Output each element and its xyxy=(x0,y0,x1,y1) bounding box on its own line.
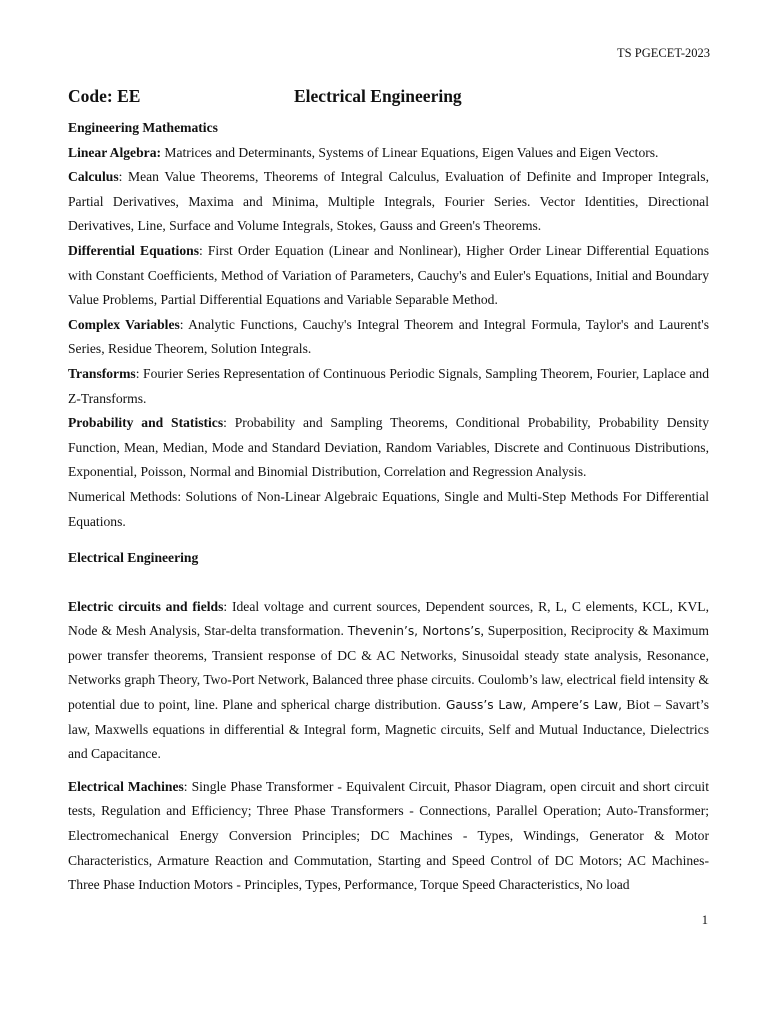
subject-code: Code: EE xyxy=(68,86,141,106)
spacer xyxy=(68,767,709,775)
topic-label: Calculus xyxy=(68,169,119,185)
syllabus-content xyxy=(68,116,709,898)
topic-text-laws: . Gauss’s Law, Ampere’s Law, xyxy=(437,698,623,713)
topic-text: : Probability and Sampling Theorems, Conditional Probability, Probability Density Function, Mean, Median, Mode and Standard Deviation, Random Variables, Discrete and Continuous Distributions, Exponential, Poisson, Normal and Binomial Distribution, Correlation and Regression Analysis. xyxy=(68,415,710,480)
topic-transforms xyxy=(68,362,709,411)
page-number: 1 xyxy=(701,913,708,927)
topic-calculus xyxy=(68,165,709,239)
topic-linear-algebra xyxy=(68,141,709,166)
section-heading-ee: Electrical Engineering xyxy=(68,550,199,566)
section-heading-math: Engineering Mathematics xyxy=(68,120,218,135)
subject-title: Electrical Engineering xyxy=(294,86,462,106)
exam-header: TS PGECET-2023 xyxy=(617,46,710,60)
topic-text: : Analytic Functions, Cauchy's Integral Theorem and Integral Formula, Taylor's and Laurent's Series, Residue Theorem, Solution Integrals. xyxy=(68,316,709,357)
topic-probability xyxy=(68,411,709,485)
topic-text-theorems: Thevenin’s, Nortons’s xyxy=(347,624,481,639)
topic-label: Transforms xyxy=(68,365,136,381)
topic-text: Biot – Savart’s law, Maxwells equations in differential & Integral form, Magnetic circuits, Self and Mutual Inductance, Dielectrics and Capacitance. xyxy=(68,697,709,762)
topic-label: Electrical Machines xyxy=(68,778,184,794)
topic-text: : First Order Equation (Linear and Nonlinear), Higher Order Linear Differential Equations with Constant Coefficients, Method of Variation of Parameters, Cauchy's and Euler's Equations, Initial and Boundary Value Problems, Partial Differential Equations and Variable Separable Method. xyxy=(68,242,709,308)
spacer xyxy=(68,571,709,595)
topic-electric-circuits xyxy=(68,595,709,767)
topic-label: Linear Algebra: xyxy=(68,144,162,160)
spacer xyxy=(68,534,709,546)
topic-differential-equations xyxy=(68,239,709,313)
topic-text: : Ideal voltage and current sources, Dependent sources, R, L, C elements, KCL, KVL, Node & Mesh Analysis, Star-delta transformation. xyxy=(68,598,709,639)
topic-text: , Superposition, Reciprocity & Maximum power transfer theorems, Transient response of DC & AC Networks, Sinusoidal steady state analysis, Resonance, Networks graph Theory, Two-Port Network, Balanced three phase circuits. Coulomb’s law, electrical field intensity & potential due to point, line. Plane and spherical charge distribution xyxy=(68,623,709,713)
topic-text: : Mean Value Theorems, Theorems of Integral Calculus, Evaluation of Definite and Improper Integrals, Partial Derivatives, Maxima and Minima, Multiple Integrals, Fourier Series. Vector Identities, Directional Derivatives, Line, Surface and Volume Integrals, Stokes, Gauss and Green's Theorems. xyxy=(68,169,709,234)
topic-complex-variables xyxy=(68,313,709,362)
topic-label: Differential Equations xyxy=(68,242,199,258)
title-row xyxy=(68,86,462,107)
topic-numerical-methods: Numerical Methods: Solutions of Non-Linear Algebraic Equations, Single and Multi-Step Methods For Differential Equations. xyxy=(68,488,709,529)
topic-label: Complex Variables xyxy=(68,316,180,332)
topic-text: : Single Phase Transformer - Equivalent Circuit, Phasor Diagram, open circuit and short circuit tests, Regulation and Efficiency; Three Phase Transformers - Connections, Parallel Operation; Auto-Transformer; Electromechanical Energy Conversion Principles; DC Machines - Types, Windings, Generator & Motor Characteristics, Armature Reaction and Commutation, Starting and Speed Control of DC Motors; AC Machines-Three Phase Induction Motors - Principles, Types, Performance, Torque Speed Characteristics, No load xyxy=(68,778,709,893)
topic-text: Matrices and Determinants, Systems of Linear Equations, Eigen Values and Eigen Vectors. xyxy=(161,144,659,160)
topic-label: Probability and Statistics xyxy=(68,415,224,431)
topic-label: Electric circuits and fields xyxy=(68,598,224,614)
topic-text: : Fourier Series Representation of Continuous Periodic Signals, Sampling Theorem, Fourier, Laplace and Z-Transforms. xyxy=(68,365,709,406)
topic-electrical-machines xyxy=(68,775,709,898)
